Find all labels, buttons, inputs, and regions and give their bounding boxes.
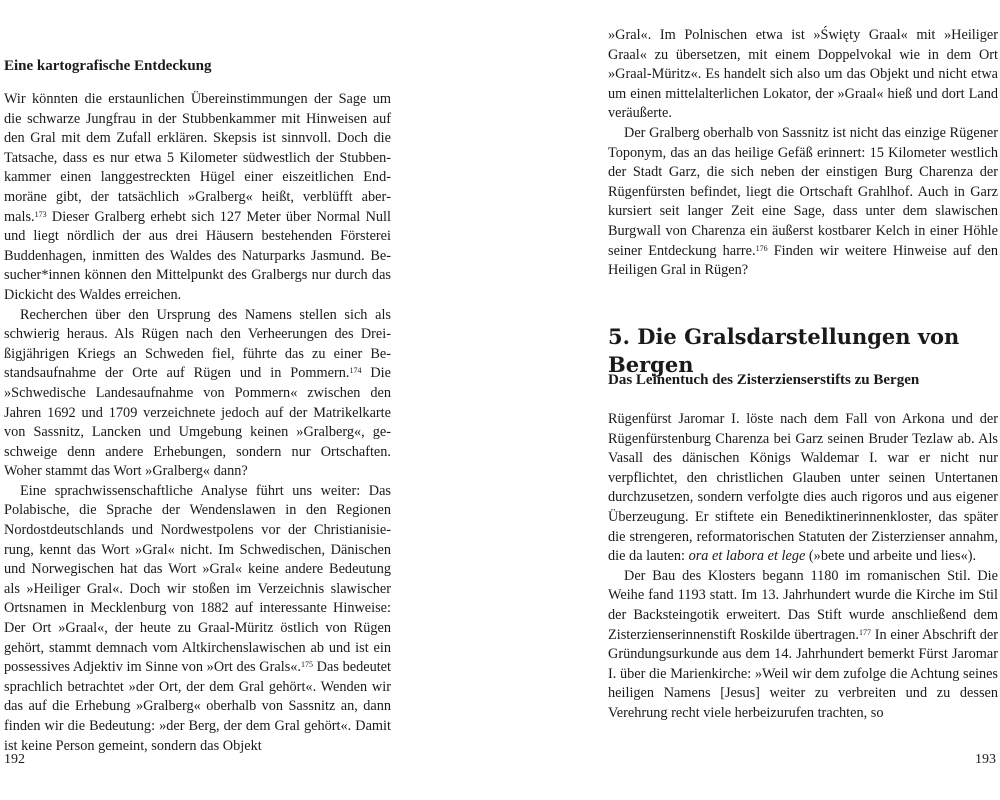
paragraph: Wir könnten die erstaunlichen Übereinstimmungen der Sage um die schwarze Jungfrau in der Stubbenkammer mit Hinweisen auf den Gral mit dem Zufall erklären. Skepsis ist sinnvoll. Doch die Tatsache, dass es nur etwa 5 Kilometer südwestlich der Stubbenkammer einen langgestreckten Hügel einer eiszeitlichen Endmoräne gibt, der tatsächlich »Gralberg« heißt, verblüfft abermals.$^{173}$ Dieser Gralberg erhebt sich 127 Meter über Normal Null und liegt nördlich der aus drei Häusern bestehenden Försterei Buddenhagen, inmitten des Waldes des Naturparks Jasmund. Besucher*innen können den Mittelpunkt des Gralbergs nur durch das Dickicht des Waldes erreichen.	[4, 91, 391, 303]
right-text-column-2	[608, 370, 998, 724]
chapter-title: 5. Die Gralsdarstellungen von Bergen	[608, 324, 960, 377]
left-text-column	[4, 56, 391, 756]
footnote-ref[interactable]: 174	[349, 366, 362, 376]
section-heading: Das Leinentuch des Zisterzienserstifts zu Bergen	[608, 372, 920, 388]
paragraph: Rügenfürst Jaromar I. löste nach dem Fall von Arkona und der Rügenfürstenburg Charenza bei Garz seinen Bruder Tezlaw ab. Als Vasall des dänischen Königs Waldemar I. war er nicht nur verpflichtet, den christlichen Glauben unter seinen Untertanen durchzusetzen, sondern verfolgte dies auch rigoros und aus eigener Überzeugung. Er stiftete ein Benediktinerinnenkloster, das später die strengeren, reformatorischen Statuten der Zisterzienser annahm, die da lauten: ora et labora et lege (»bete und arbeite und lies«).	[608, 411, 998, 565]
footnote-ref[interactable]: 176	[755, 243, 768, 253]
paragraph: »Gral«. Im Polnischen etwa ist »Święty Graal« mit »Heiliger Graal« zu übersetzen, mit einem Doppelvokal wie in dem Ort »Graal-Müritz«. Es handelt sich also um das Objekt und nicht etwa um einen mittelalterlichen Lokator, der »Graal« hieß und dort Land veräußerte.	[608, 27, 998, 122]
footnote-ref[interactable]: 173	[34, 209, 47, 219]
section-heading: Eine kartografische Entdeckung	[4, 58, 212, 74]
paragraph: Recherchen über den Ursprung des Namens stellen sich als schwierig heraus. Als Rügen nach den Verheerungen des Dreißigjährigen Kriegs an Schweden fiel, führte das zu einer Bestandsaufnahme der Orte auf Rügen und in Pommern.$^{174}$ Die »Schwedische Landesaufnahme von Pommern« zwischen den Jahren 1692 und 1709 verzeichnete jedoch auf der Matrikelkarte von Sassnitz, Lancken und Umgebung keinen »Gralberg«, geschweige denn andere Erhebungen, sondern nur Ortschaften. Woher stammt das Wort »Gralberg« dann?	[4, 306, 392, 480]
page-number: 193	[975, 752, 996, 767]
footnote-ref[interactable]: 177	[858, 627, 871, 637]
right-page	[500, 0, 1000, 800]
page-number: 192	[4, 752, 25, 767]
paragraph: Der Gralberg oberhalb von Sassnitz ist nicht das einzige Rügener Toponym, das an das heilige Gefäß erinnert: 15 Kilometer westlich der Stadt Garz, die sich neben der einstigen Burg Charenza der Rügenfürsten befindet, liegt die Ortschaft Grahlhof. Auch in Garz kursiert seit langer Zeit eine Sage, dass unter dem slawischen Burgwall von Charenza ein äußerst kostbarer Kelch in einer Höhle seiner Entdeckung harre.$^{176}$ Finden wir weitere Hinweise auf den Heiligen Gral in Rügen?	[608, 124, 998, 279]
paragraph: Eine sprachwissenschaftliche Analyse führt uns weiter: Das Polabische, die Sprache der Wendenslawen in den Regionen Nordostdeutschlands und Nordwestpolens vor der Christianisierung, kennt das Wort »Gral« nicht. Im Schwedischen, Dänischen und Norwegischen hat das Wort »Gral« keine andere Bedeutung als »Heiliger Gral«. Doch wir stoßen im Verzeichnis slawischer Ortsnamen in Mecklenburg von 1882 auf interessante Hinweise: Der Ort »Graal«, der heute zu Graal-Müritz östlich von Rügen gehört, stammt demnach vom Altkirchenslawischen ab und ist ein possessives Adjektiv im Sinne von »Ort des Grals«.$^{175}$ Das bedeutet sprachlich betrachtet »der Ort, der dem Gral gehört«. Wenden wir das auf die Erhebung »Gralberg« oberhalb von Sassnitz an, dann finden wir die Bedeutung: »der Berg, der dem Gral gehört«. Damit ist keine Person gemeint, sondern das Objekt	[4, 482, 392, 754]
footnote-ref[interactable]: 175	[300, 660, 313, 670]
right-text-column	[608, 26, 998, 281]
paragraph: Der Bau des Klosters begann 1180 im romanischen Stil. Die Weihe fand 1193 statt. Im 13. Jahrhundert wurde die Kirche im Stil der Backsteingotik erweitert. Das Stift wurde anschließend dem Zisterzienserinnenstift Roskilde übertragen.$^{177}$ In einer Abschrift der Gründungsurkunde aus dem 14. Jahrhundert bemerkt Fürst Jaromar I. über die Marienkirche: »Weil wir dem zufolge die Achtung seines heiligen Namens [Jesus] weiter zu verbreiten und zu dessen Verehrung recht viele herbeizurufen trachten, so	[608, 567, 998, 721]
